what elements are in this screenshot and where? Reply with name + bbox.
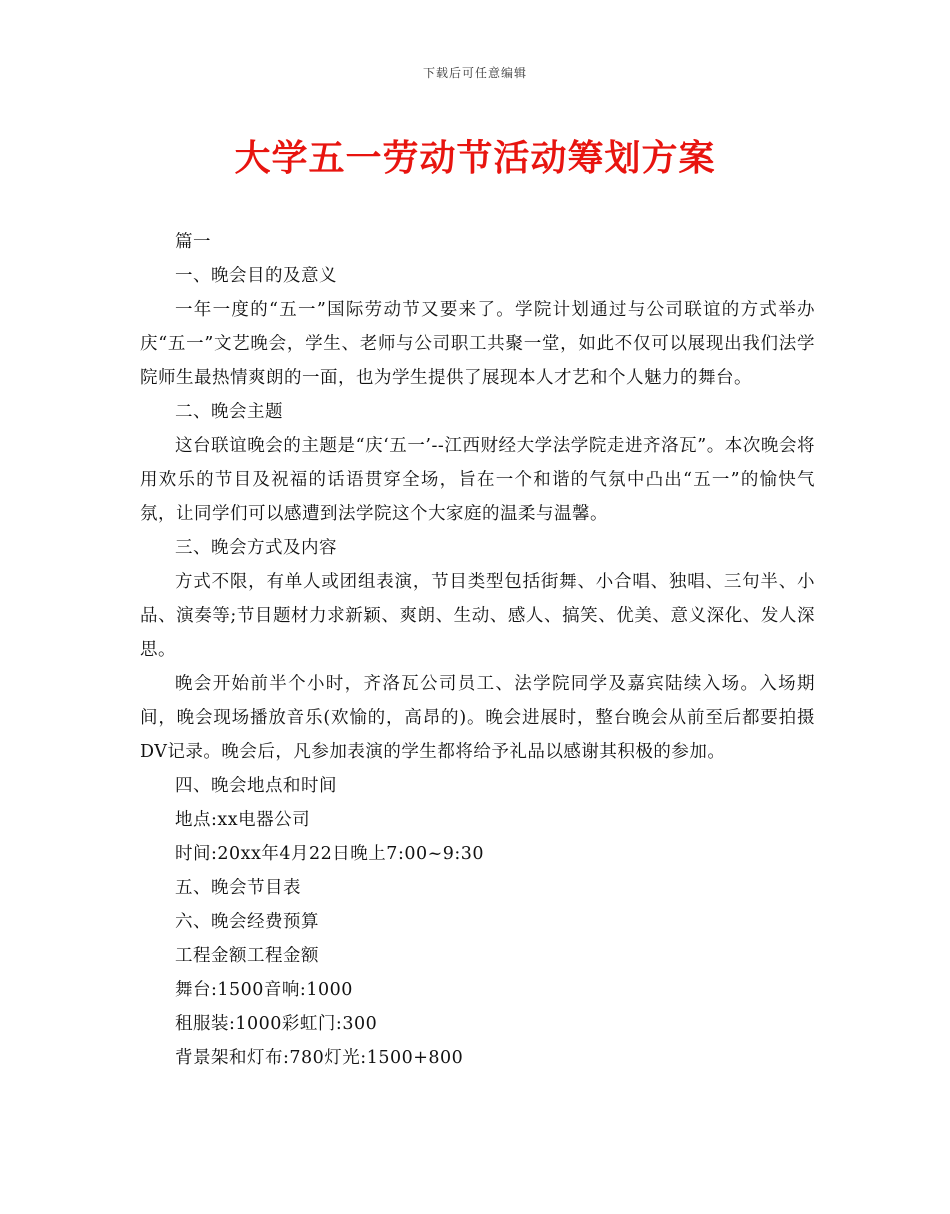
section-heading: 三、晚会方式及内容 <box>175 538 337 558</box>
header-note: 下载后可任意编辑 <box>422 66 527 80</box>
section-heading: 四、晚会地点和时间 <box>175 776 337 796</box>
paragraph: 方式不限，有单人或团组表演，节目类型包括街舞、小合唱、独唱、三句半、小品、演奏等;节目题材力求新颖、爽朗、生动、感人、搞笑、优美、意义深化、发人深思。 <box>140 572 815 660</box>
paragraph: 工程金额工程金额 <box>175 946 319 966</box>
section-heading: 六、晚会经费预算 <box>175 912 319 932</box>
section-heading: 二、晚会主题 <box>175 402 283 422</box>
paragraph: 这台联谊晚会的主题是“庆‘五一’--江西财经大学法学院走进齐洛瓦”。本次晚会将用欢乐的节目及祝福的话语贯穿全场，旨在一个和谐的气氛中凸出“五一”的愉快气氛，让同学们可以感遭到法学院这个大家庭的温柔与温馨。 <box>140 436 815 524</box>
section-heading: 五、晚会节目表 <box>175 878 301 898</box>
section-heading: 一、晚会目的及意义 <box>175 266 337 286</box>
document-title: 大学五一劳动节活动筹划方案 <box>234 137 716 179</box>
paragraph: 一年一度的“五一”国际劳动节又要来了。学院计划通过与公司联谊的方式举办庆“五一”文艺晚会，学生、老师与公司职工共聚一堂，如此不仅可以展现出我们法学院师生最热情爽朗的一面，也为学生提供了展现本人才艺和个人魅力的舞台。 <box>140 300 815 388</box>
paragraph: 租服装:1000彩虹门:300 <box>175 1014 378 1034</box>
paragraph: 晚会开始前半个小时，齐洛瓦公司员工、法学院同学及嘉宾陆续入场。入场期间，晚会现场播放音乐(欢愉的，高昂的)。晚会进展时，整台晚会从前至后都要拍摄DV记录。晚会后，凡参加表演的学生都将给予礼品以感谢其积极的参加。 <box>140 674 815 762</box>
paragraph: 舞台:1500音响:1000 <box>175 980 353 1000</box>
paragraph: 篇一 <box>175 232 211 252</box>
paragraph: 地点:xx电器公司 <box>175 810 311 830</box>
paragraph: 时间:20xx年4月22日晚上7:00~9:30 <box>175 844 485 864</box>
document-body <box>140 225 815 1075</box>
paragraph: 背景架和灯布:780灯光:1500+800 <box>175 1048 464 1068</box>
